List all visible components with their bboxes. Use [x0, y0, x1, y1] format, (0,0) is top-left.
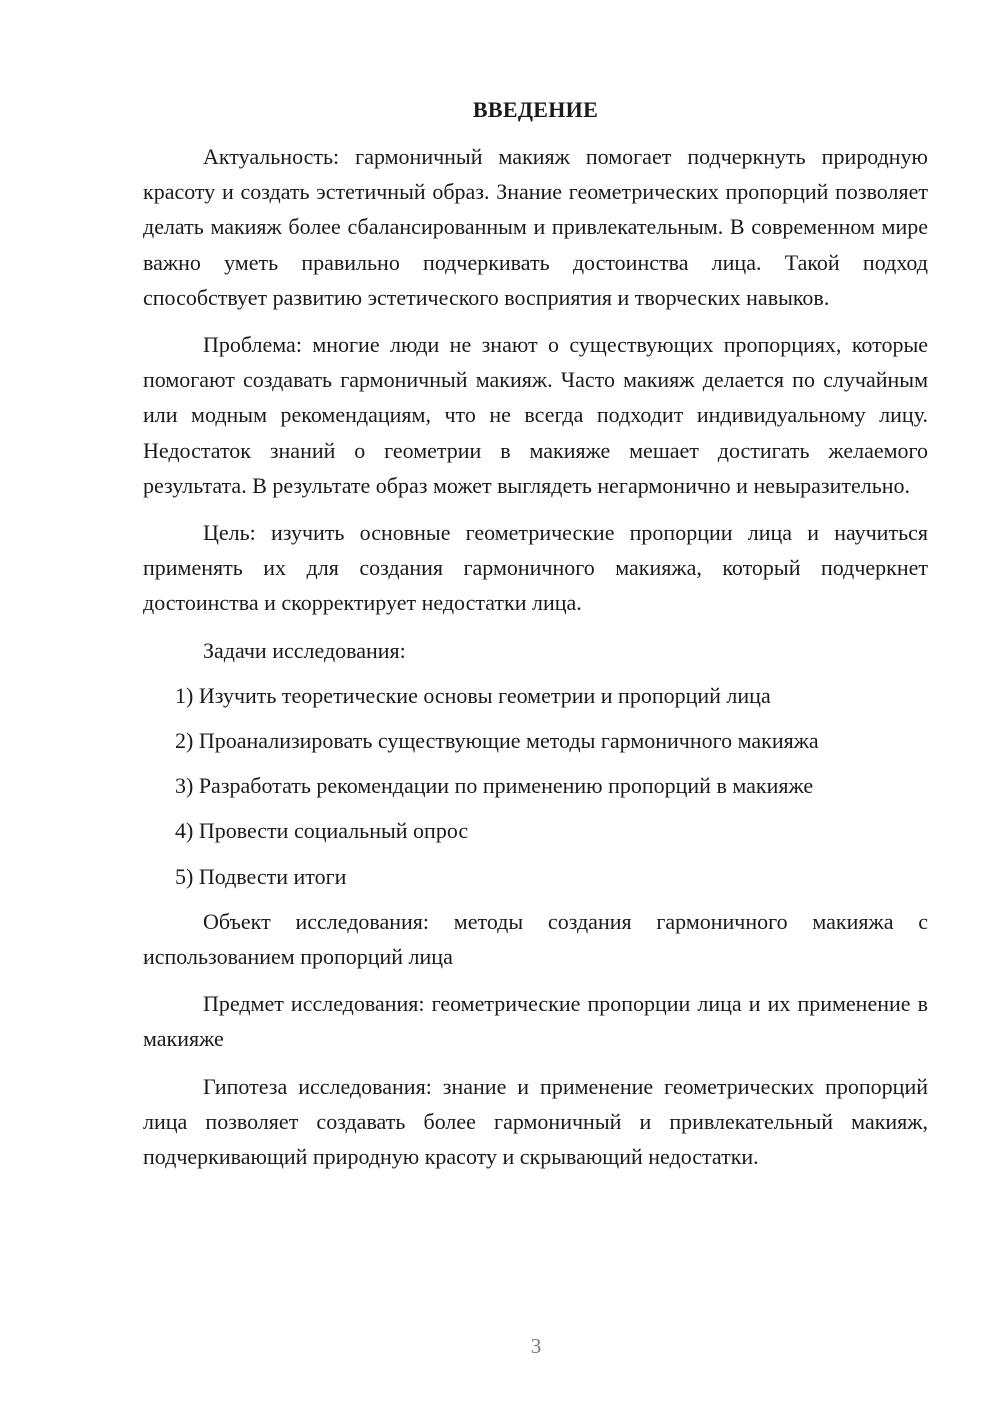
hypothesis-paragraph: Гипотеза исследования: знание и применение геометрических пропорций лица позволяет создавать более гармоничный и привлекательный макияж, подчеркивающий природную красоту и скрывающий недостатки. — [143, 1073, 928, 1170]
goal-paragraph: Цель: изучить основные геометрические пропорции лица и научиться применять их для создания гармоничного макияжа, который подчеркнет достоинства и скорректирует недостатки лица. — [143, 520, 928, 616]
relevance-paragraph: Актуальность: гармоничный макияж помогает подчеркнуть природную красоту и создать эстетичный образ. Знание геометрических пропорций позволяет делать макияж более сбалансированным и привлекательным. В современном мире важно уметь правильно подчеркивать достоинства лица. Такой подход способствует развитию эстетического восприятия и творческих навыков. — [143, 144, 928, 310]
page-content — [143, 92, 928, 1186]
subject-paragraph: Предмет исследования: геометрические пропорции лица и их применение в макияже — [143, 991, 928, 1052]
task-item: 4) Провести социальный опрос — [175, 818, 469, 844]
object-paragraph: Объект исследования: методы создания гармоничного макияжа с использованием пропорций лица — [143, 908, 928, 970]
page-number: 3 — [530, 1334, 542, 1358]
tasks-title: Задачи исследования: — [203, 637, 406, 663]
task-item: 3) Разработать рекомендации по применению пропорций в макияже — [175, 773, 814, 799]
problem-paragraph: Проблема: многие люди не знают о существующих пропорциях, которые помогают создавать гармоничный макияж. Часто макияж делается по случайным или модным рекомендациям, что не всегда подходит индивидуальному лицу. Недостаток знаний о геометрии в макияже мешает достигать желаемого результата. В результате образ может выглядеть негармонично и невыразительно. — [143, 332, 928, 498]
task-item: 2) Проанализировать существующие методы гармоничного макияжа — [175, 728, 819, 754]
task-item: 1) Изучить теоретические основы геометрии и пропорций лица — [175, 682, 771, 708]
task-list — [143, 678, 928, 894]
section-heading: ВВЕДЕНИЕ — [472, 97, 599, 122]
task-item: 5) Подвести итоги — [175, 863, 347, 889]
